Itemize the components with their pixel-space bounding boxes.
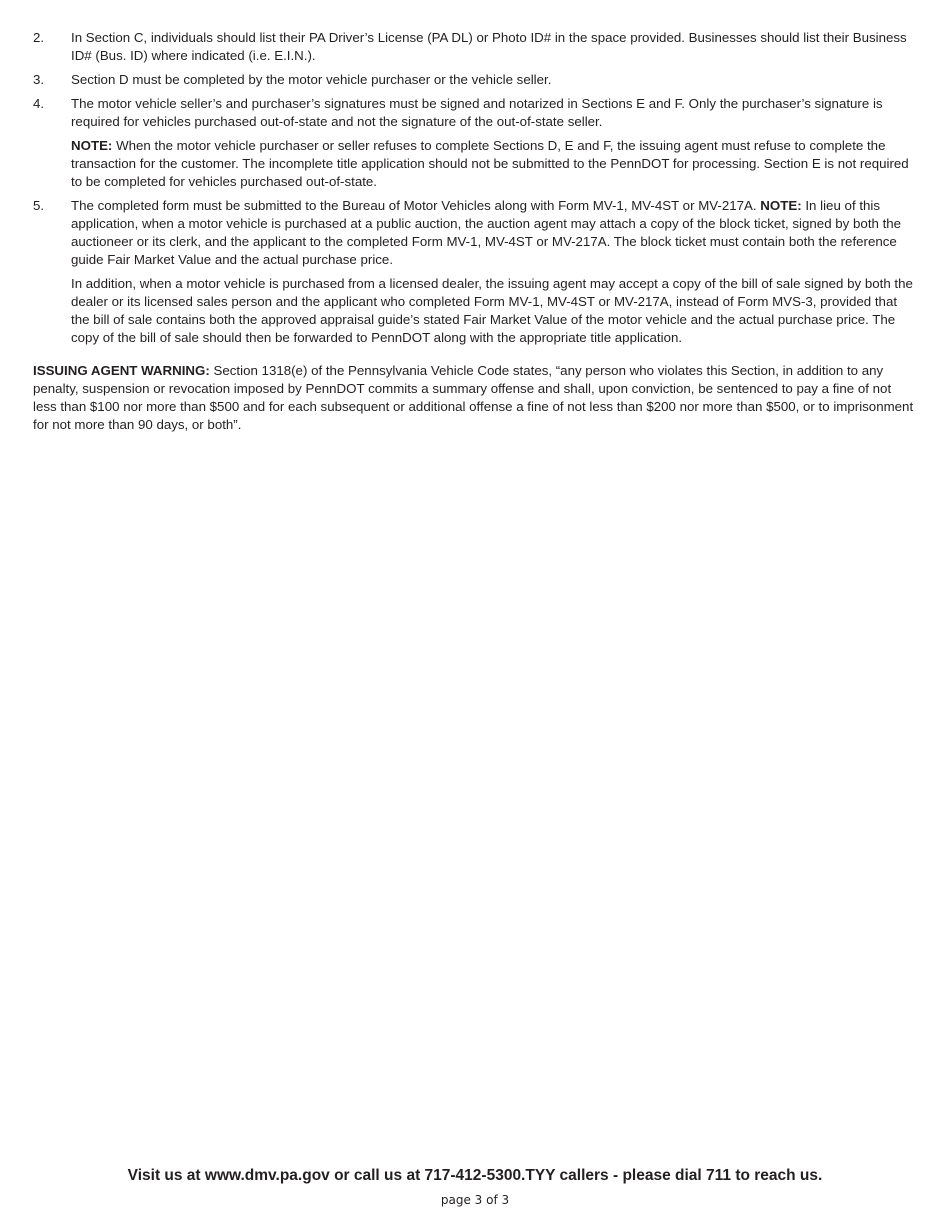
- item-number: 4.: [33, 96, 45, 111]
- item-text: The motor vehicle seller’s and purchaser’s signatures must be signed and notarized in Sections E and F. Only the purchaser’s signature is required for vehicles purchased out-of-state and not the signature of the out-of-state seller.: [71, 96, 883, 129]
- item-note: [71, 137, 917, 191]
- footer-contact: Visit us at www.dmv.pa.gov or call us at 717-412-5300.TYY callers - please dial 711 to reach us.: [127, 1167, 823, 1184]
- item-text-before: The completed form must be submitted to the Bureau of Motor Vehicles along with Form MV-1, MV-4ST or MV-217A.: [71, 198, 761, 213]
- instruction-item-3: [33, 71, 917, 89]
- note-label: NOTE:: [760, 198, 802, 213]
- note-text: When the motor vehicle purchaser or seller refuses to complete Sections D, E and F, the issuing agent must refuse to complete the transaction for the customer. The incomplete title application should not be submitted to the PennDOT for processing. Section E is not required to be completed for vehicles purchased out-of-state.: [71, 138, 909, 189]
- warning-paragraph: [33, 362, 917, 434]
- note-label: NOTE:: [71, 138, 113, 153]
- issuing-agent-warning: [33, 362, 917, 434]
- item-addition: In addition, when a motor vehicle is purchased from a licensed dealer, the issuing agent may accept a copy of the bill of sale signed by both the dealer or its licensed sales person and the applicant who completed Form MV-1, MV-4ST or MV-217A, instead of Form MVS-3, provided that the bill of sale contains both the approved appraisal guide’s stated Fair Market Value of the motor vehicle and the actual purchase price. The copy of the bill of sale should then be forwarded to PennDOT along with the appropriate title application.: [71, 276, 913, 345]
- item-number: 3.: [33, 72, 45, 87]
- warning-label: ISSUING AGENT WARNING:: [33, 363, 210, 378]
- instruction-item-4: [33, 95, 917, 191]
- item-text: In Section C, individuals should list their PA Driver’s License (PA DL) or Photo ID# in the space provided. Businesses should list their Business ID# (Bus. ID) where indicated (i.e. E.I.N.).: [71, 30, 907, 63]
- warning-text: Section 1318(e) of the Pennsylvania Vehicle Code states, “any person who violates this Section, in addition to any penalty, suspension or revocation imposed by PennDOT commits a summary offense and shall, upon conviction, be sentenced to pay a fine of not less than $100 nor more than $500 and for each subsequent or additional offense a fine of not less than $200 nor more than $500, or to imprisonment for not more than 90 days, or both”.: [33, 363, 914, 432]
- instruction-item-2: [33, 29, 917, 65]
- item-number: 5.: [33, 198, 45, 213]
- item-text: [71, 197, 917, 269]
- page-number: page 3 of 3: [440, 1193, 510, 1207]
- item-text-after: In lieu of this application, when a motor vehicle is purchased at a public auction, the auction agent may attach a copy of the block ticket, signed by both the auctioneer or its clerk, and the applicant to the completed Form MV-1, MV-4ST or MV-217A. The block ticket must contain both the reference guide Fair Market Value and the actual purchase price.: [71, 198, 902, 267]
- item-number: 2.: [33, 30, 45, 45]
- instruction-item-5: [33, 197, 917, 347]
- item-text: Section D must be completed by the motor vehicle purchaser or the vehicle seller.: [71, 72, 552, 87]
- instructions-content: [33, 29, 917, 434]
